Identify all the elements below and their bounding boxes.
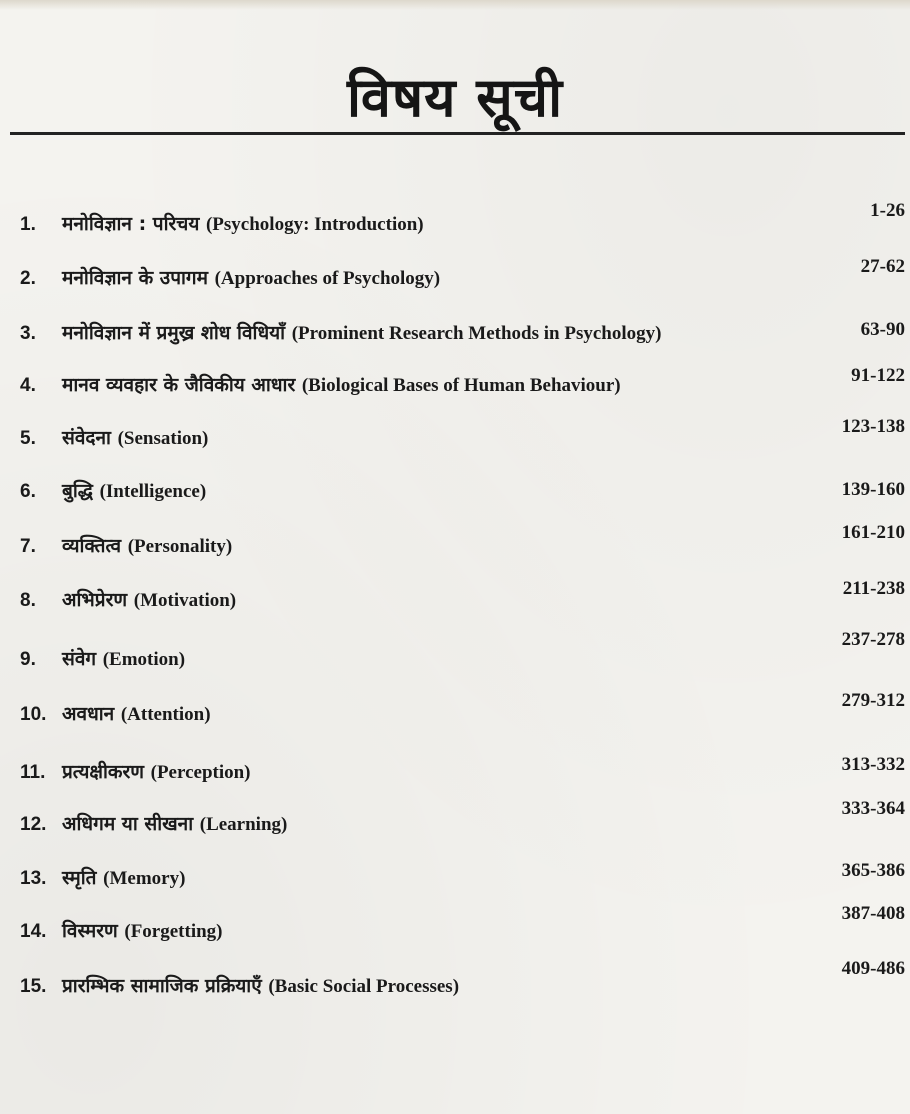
entry-number: 3. [20, 323, 36, 344]
entry-number: 12. [20, 814, 47, 835]
entry-hindi-title: विस्मरण [62, 920, 118, 942]
entry-page-range: 211-238 [842, 578, 905, 599]
entry-number: 13. [20, 868, 47, 889]
entry-hindi-title: स्मृति [62, 867, 97, 889]
toc-entry [20, 357, 905, 397]
toc-entry [20, 631, 905, 671]
toc-entry [20, 572, 905, 612]
entry-english-title: (Attention) [120, 704, 211, 725]
entry-english-title: (Forgetting) [124, 921, 223, 942]
entry-number: 5. [20, 428, 36, 449]
entry-english-title: (Emotion) [102, 649, 186, 670]
entry-hindi-title: मनोविज्ञान : परिचय [62, 213, 200, 235]
entry-number: 1. [20, 214, 36, 235]
entry-english-title: (Memory) [103, 868, 186, 889]
entry-number: 14. [20, 921, 47, 942]
entry-page-range: 63-90 [860, 319, 905, 340]
entry-number: 10. [20, 704, 47, 725]
entry-page-range: 333-364 [841, 798, 905, 819]
toc-entry [20, 796, 905, 836]
entry-number: 9. [20, 649, 36, 670]
toc-entry [20, 686, 905, 726]
entry-number: 4. [20, 375, 36, 396]
entry-english-title: (Psychology: Introduction) [205, 214, 424, 235]
entry-page-range: 27-62 [860, 256, 905, 277]
entry-hindi-title: अभिप्रेरण [62, 589, 128, 611]
entry-hindi-title: प्रारम्भिक सामाजिक प्रक्रियाएँ [62, 975, 262, 997]
entry-hindi-title: संवेग [62, 648, 97, 670]
entry-number: 11. [20, 762, 46, 783]
entry-hindi-title: मनोविज्ञान के उपागम [62, 267, 208, 289]
entry-title [62, 917, 223, 943]
entry-number: 15. [20, 976, 47, 997]
entry-title [62, 810, 287, 836]
entry-page-range: 161-210 [841, 522, 905, 543]
entry-english-title: (Biological Bases of Human Behaviour) [301, 375, 621, 396]
entry-title [62, 758, 251, 784]
toc-entry [20, 518, 905, 558]
toc-entry [20, 410, 905, 450]
entry-title [62, 424, 208, 450]
toc-entry [20, 958, 905, 998]
entry-page-range: 387-408 [841, 903, 905, 924]
toc-entry [20, 196, 905, 236]
entry-title [62, 645, 185, 671]
entry-hindi-title: मानव व्यवहार के जैविकीय आधार [62, 374, 296, 396]
entry-title [62, 371, 621, 397]
entry-title [62, 319, 661, 345]
entry-page-range: 139-160 [841, 479, 905, 500]
entry-english-title: (Learning) [199, 814, 288, 835]
entry-title [62, 210, 424, 236]
entry-hindi-title: व्यक्तित्व [62, 535, 122, 557]
entry-number: 8. [20, 590, 36, 611]
entry-english-title: (Sensation) [117, 428, 209, 449]
entry-hindi-title: अधिगम या सीखना [62, 813, 194, 835]
entry-page-range: 313-332 [841, 754, 905, 775]
toc-entry [20, 463, 905, 503]
toc-entry [20, 305, 905, 345]
entry-english-title: (Prominent Research Methods in Psychology) [291, 323, 662, 344]
entry-title [62, 264, 440, 290]
entry-hindi-title: अवधान [62, 703, 115, 725]
entry-title [62, 700, 211, 726]
entry-number: 7. [20, 536, 36, 557]
entry-title [62, 972, 459, 998]
entry-title [62, 477, 206, 503]
entry-hindi-title: बुद्धि [62, 480, 93, 502]
entry-hindi-title: संवेदना [62, 427, 111, 449]
entry-english-title: (Motivation) [133, 590, 237, 611]
entry-title [62, 864, 185, 890]
entry-page-range: 279-312 [841, 690, 905, 711]
page-title: विषय सूची [346, 65, 564, 129]
entry-english-title: (Approaches of Psychology) [214, 268, 441, 289]
entry-page-range: 409-486 [841, 958, 905, 979]
entry-english-title: (Intelligence) [99, 481, 207, 502]
entry-page-range: 91-122 [851, 365, 905, 386]
entry-english-title: (Personality) [127, 536, 233, 557]
entry-english-title: (Basic Social Processes) [268, 976, 460, 997]
toc-entry [20, 250, 905, 290]
entry-english-title: (Perception) [150, 762, 251, 783]
toc-entry [20, 744, 905, 784]
entry-page-range: 123-138 [841, 416, 905, 437]
toc-entry [20, 850, 905, 890]
entry-hindi-title: मनोविज्ञान में प्रमुख्र शोध विधियाँ [62, 322, 286, 344]
toc-entry [20, 903, 905, 943]
entry-title [62, 532, 232, 558]
entry-number: 6. [20, 481, 36, 502]
entry-hindi-title: प्रत्यक्षीकरण [62, 761, 144, 783]
entry-page-range: 237-278 [841, 629, 905, 650]
entry-title [62, 586, 236, 612]
entry-number: 2. [20, 268, 36, 289]
entry-page-range: 365-386 [841, 860, 905, 881]
entry-page-range: 1-26 [870, 200, 905, 221]
